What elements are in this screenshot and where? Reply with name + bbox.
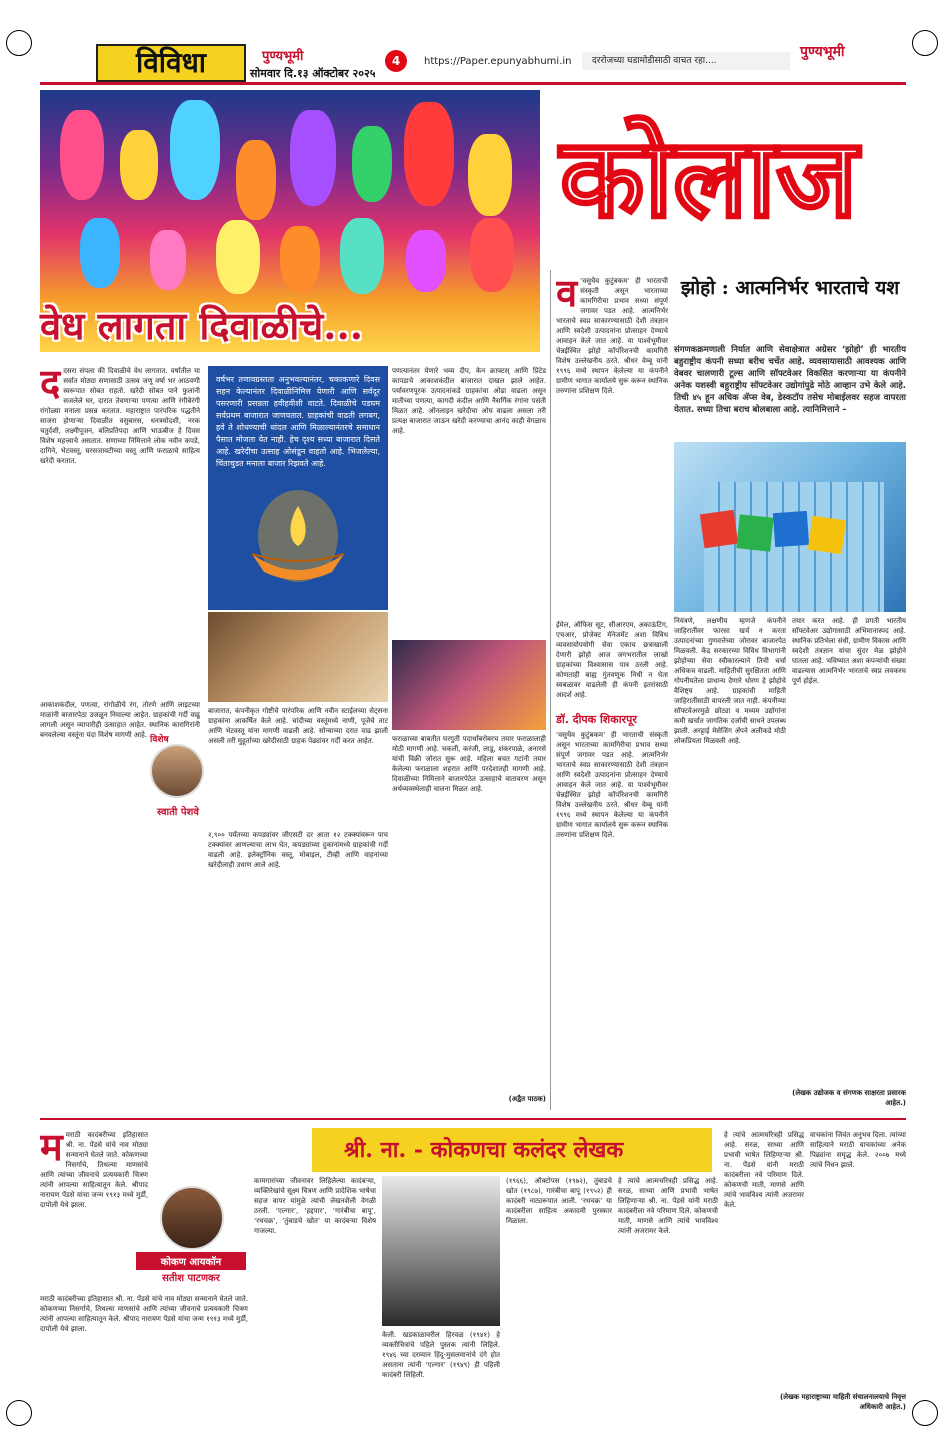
dropcap: द — [40, 366, 61, 405]
zoho-col-3: तयार करत आहे. ही प्रगती भारतीय सॉफ्टवेअर उद्योगासाठी अभिमानास्पद आहे. स्थानिक प्रतिभेला संधी, ग्रामीण विकास आणि स्वदेशी तंत्रज्ञान यांचा सुंदर मेळ झोहोने घातला आहे. भविष्यात अशा कंपन्यांची संख्या वाढल्यास आत्मनिर्भर भारताचे स्वप्न लवकरच पूर्ण होईल. — [792, 617, 906, 685]
zoho-byline-end: (लेखक उद्योजक व संगणक साक्षरता प्रसारक आहेत.) — [792, 1089, 906, 1107]
zoho-author: डॉ. दीपक शिकारपूर — [556, 713, 637, 726]
sri-na-pendse-photo — [382, 1176, 500, 1326]
konkan-col-1: ममराठी कादंबरीच्या इतिहासात श्री. ना. पेंडसे यांचे नाव मोठ्या सन्मानाने घेतले जाते. कोकणच्या निसर्गाचे, तिथल्या माणसांचे आणि त्यांच्या जीवनाचे प्रत्ययकारी चित्रण त्यांनी आपल्या साहित्यातून केले. श्रीपाद नारायण पेंडसे यांचा जन्म १९१३ मध्ये मुर्डी, दापोली येथे झाला. — [40, 1130, 148, 1209]
konkan-col-1b: मराठी कादंबरीच्या इतिहासात श्री. ना. पेंडसे यांचे नाव मोठ्या सन्मानाने घेतले जाते. कोकणच्या निसर्गाचे, तिथल्या माणसांचे आणि त्यांच्या जीवनाचे प्रत्ययकारी चित्रण त्यांनी आपल्या साहित्यातून केले. श्रीपाद नारायण पेंडसे यांचा जन्म १९१३ मध्ये मुर्डी, दापोली येथे झाला. — [40, 1295, 248, 1333]
registration-mark — [912, 30, 938, 56]
konkan-col-2: कामगारांच्या जीवनावर लिहिलेल्या कादंबऱ्या, व्यक्तिरेखांचे सूक्ष्म चित्रण आणि प्रादेशिक भाषेचा सहज वापर यांमुळे त्यांची लेखनशैली वेगळी ठरली. ‘एल्गार’, ‘हद्दपार’, ‘गारंबीचा बापू’, ‘रथचक्र’, ‘तुंबाडचे खोत’ या कादंबऱ्या विशेष गाजल्या. — [254, 1177, 376, 1235]
market-photo-2 — [392, 640, 546, 730]
registration-mark — [6, 1400, 32, 1426]
konkan-author-label: कोकण आयकॉन — [136, 1252, 246, 1270]
diwali-byline-end: (अद्वैत पाठक) — [508, 1095, 546, 1103]
zoho-col-1b: ईमेल, ऑफिस सूट, सीआरएम, अकाऊंटिंग, एचआर, प्रोजेक्ट मॅनेजमेंट अशा विविध व्यवसायोपयोगी सेवा एकाच छत्राखाली देणारी झोहो आज जगभरातील लाखो ग्राहकांच्या विश्वासास पात्र ठरली आहे. कोणताही बाह्य गुंतवणूक निधी न घेता स्वबळावर वाढलेली ही कंपनी इतरांसाठी आदर्श आहे. — [556, 621, 668, 699]
author-photo — [150, 744, 204, 798]
dropcap: व — [556, 276, 578, 315]
konkan-byline-end: (लेखक महाराष्ट्राच्या माहिती संचालनालयाचे निवृत्त अधिकारी आहेत.) — [780, 1393, 906, 1411]
diwali-col-1b: आकाशकंदील, पणत्या, रांगोळीचे रंग, तोरणे आणि लाइटच्या माळांनी बाजारपेठा उजळून निघाल्या आहेत. ग्राहकांची गर्दी वाढू लागली असून व्यापारीही उत्साहात आहेत. स्थानिक कारागिरांनी बनवलेल्या वस्तूंना यंदा विशेष मागणी आहे. — [40, 701, 200, 739]
registration-mark — [6, 30, 32, 56]
konkan-col-3: केली. खडकाळावरील हिरवळ (१९४१) हे व्यक्तीचित्रांचे पहिले पुस्तक त्यांनी लिहिले. १९४६ च्या दरम्यान हिंदू-मुसलमानांचे दंगे होत असताना त्यांनी ‘एल्गार’ (१९४९) ही पहिली कादंबरी लिहिली. — [382, 1331, 500, 1379]
dropcap: म — [40, 1130, 63, 1169]
masthead — [0, 0, 945, 84]
diya-lamp-icon — [212, 476, 384, 596]
konkan-author-photo — [160, 1186, 224, 1250]
zoho-deck: संगणकक्रमणाली निर्यात आणि सेवाक्षेत्रात अग्रेसर ‘झोहो’ ही भारतीय बहुराष्ट्रीय कंपनी सध्या बरीच चर्चेत आहे. व्यवसायासाठी आवश्यक आणि वेबवर चालणारी टूल्स आणि सॉफ्टवेअर विकसित करणाऱ्या या कंपनीने अनेक यशस्वी बहुराष्ट्रीय सॉफ्टवेअर उद्योगांपुढे मोठे आव्हान उभे केले आहे. तिची ४५ हून अधिक ॲप्स वेब, डेस्कटॉप तसेच मोबाईलवर सहज वापरता येतात. सध्या तिचा बराच बोलबाला आहे. त्यानिमित्ताने – — [674, 345, 906, 415]
page-number-badge: 4 — [385, 50, 407, 72]
author-label: विशेष — [150, 735, 169, 745]
konkan-col-5b: हे त्यांचे आत्मचरित्रही प्रसिद्ध आहे. सरळ, साध्या आणि प्रभावी भाषेत लिहिणाऱ्या श्री. ना. पेंडसे यांनी मराठी कादंबरीला नवे परिमाण दिले. कोकणची माती, माणसे आणि त्यांचे भावविश्व त्यांनी अजरामर केले. — [724, 1131, 804, 1209]
zoho-headline: झोहो : आत्मनिर्भर भारताचे यश — [680, 277, 900, 299]
author-name: स्वाती पेशवे — [157, 807, 199, 818]
konkan-col-4: (१९६६), ऑक्टोपस (१९७२), तुंबाडचे खोत (१९८७), गारंबीचा बापू (१९५२) ही कादंबरी नाट्यरूपात आली. ‘रथचक्र’ या कादंबरीला साहित्य अकादमी पुरस्कार मिळाला. — [506, 1177, 612, 1225]
diwali-col-3: बाजारात, कंपनीकृत गोष्टीचे पारंपरिक आणि नवीन स्टाईलच्या सेट्सना ग्राहकांना आकर्षित केले आहे. चांदीच्या वस्तूंमध्ये नाणी, पूजेचे ताट आणि भेटवस्तू यांना मागणी वाढली आहे. सोन्याच्या दरात वाढ झाली असली तरी मुहूर्ताच्या खरेदीसाठी ग्राहक पेढ्यांवर गर्दी करत आहेत. — [208, 707, 388, 745]
logo-right: पुण्यभूमी — [800, 44, 845, 60]
site-url[interactable]: https://Paper.epunyabhumi.in — [424, 56, 572, 67]
registration-mark — [912, 1400, 938, 1426]
section-title: विविधा — [96, 44, 246, 82]
zoho-col-2: नियंत्रणे, लक्षणीय म्हणजे कंपनीने जाहिरातींवर फारसा खर्च न करता उत्पादनांच्या गुणवत्तेच्या जोरावर बाजारपेठ मिळवली. केंद्र सरकारच्या विविध विभागांनी झोहोच्या सेवा स्वीकारल्याने तिची चर्चा अधिकच वाढली. माहितीची सुरक्षितता आणि गोपनीयतेला प्राधान्य देणारे धोरण हे झोहोचे वैशिष्ट्य आहे. ग्राहकांची माहिती जाहिरातींसाठी वापरली जात नाही. कंपनीच्या सॉफ्टवेअरमुळे छोट्या व मध्यम उद्योगांना कमी खर्चात जागतिक दर्जाची साधने उपलब्ध झाली. अरट्टाई मेसेजिंग ॲपने अलीकडे मोठी लोकप्रियता मिळवली आहे. — [674, 617, 786, 745]
diwali-col-4: पणत्यानंतर येणारे भव्य दीप, केन क्राफ्टस्‌ आणि प्रिंटेड कापडाचे आकाशकंदील बाजारात दाखल झाले आहेत. पर्यावरणपूरक उत्पादनांकडे ग्राहकांचा ओढा वाढला असून मातीच्या पणत्या, कागदी कंदील आणि नैसर्गिक रंगांना पसंती मिळत आहे. ऑनलाइन खरेदीचा ओघ वाढला असला तरी प्रत्यक्ष बाजारात जाऊन खरेदी करण्याचा आनंद काही वेगळाच आहे. — [392, 367, 546, 435]
diwali-col-1: ददसरा संपला की दिवाळीचे वेध लागतात. वर्षातील या सर्वात मोठ्या सणासाठी उत्सव जणू वर्षा भर आठवणी स्वरूपात सोबत राहतो. खरेदी सोबत पाने फुलांनी सजलेले घर, दारात तेवणाऱ्या पणत्या आणि रंगीबेरंगी रांगोळ्या मनाला प्रसन्न करतात. महाराष्ट्रात पारंपरिक पद्धतीने साजरा होणाऱ्या दिवाळीत वसुबारस, धनत्रयोदशी, नरक चतुर्दशी, लक्ष्मीपूजन, बलिप्रतिपदा आणि भाऊबीज हे दिवस विशेष महत्त्वाचे असतात. सणाच्या निमित्ताने लोक नवीन कपडे, दागिने, भेटवस्तू, घरसजावटीच्या वस्तू आणि फराळाचे साहित्य खरेदी करतात. — [40, 366, 200, 465]
diwali-col-4b: फराळाच्या बाबतीत घरगुती पदार्थांबरोबरच तयार फराळालाही मोठी मागणी आहे. चकली, करंजी, लाडू, शंकरपाळे, अनारसे यांची विक्री जोरात सुरू आहे. महिला बचत गटांनी तयार केलेल्या फराळाला शहरात आणि परदेशातही मागणी आहे. दिवाळीच्या निमित्ताने बाजारपेठेत उत्साहाचे वातावरण असून अर्थव्यवस्थेलाही चालना मिळत आहे. — [392, 735, 546, 793]
zoho-col-1c: ‘वसुधैव कुटुंबकम’ ही भारताची संस्कृती असून भारताच्या कामगिरीचा प्रभाव सध्या संपूर्ण जगावर पडत आहे. आत्मनिर्भर भारताचे स्वप्न साकारण्यासाठी देशी तंत्रज्ञान आणि स्वदेशी उत्पादनांना प्रोत्साहन देण्याचे आवाहन केले जात आहे. या पार्श्वभूमीवर चेन्नईस्थित झोहो कॉर्पोरेशनची कामगिरी विशेष उल्लेखनीय ठरते. श्रीधर वेम्बू यांनी १९९६ मध्ये स्थापन केलेल्या या कंपनीने ग्रामीण भागात कार्यालये सुरू करून स्थानिक तरुणांना प्रशिक्षण दिले. — [556, 731, 668, 839]
konkan-headline: श्री. ना. - कोकणचा कलंदर लेखक — [344, 1137, 624, 1163]
header-rule — [40, 82, 906, 85]
konkan-col-6: वाचकांना जिवंत अनुभव दिला. त्यांच्या साहित्याने मराठी वाचकांच्या अनेक पिढ्यांना समृद्ध केले. २००७ मध्ये त्यांचे निधन झाले. — [810, 1131, 906, 1169]
konkan-author: सतीश पाटणकर — [162, 1273, 220, 1284]
blue-box-text: वर्षभर तणावग्रस्तता अनुभवल्यानंतर, चकाकणारे दिवस सहन केल्यानंतर दिवाळीनिमित्त येणारी आणि सर्वदूर पसरणारी प्रसन्नता हवीहवीशी वाटते. दिवाळीचे पडघम सर्वप्रथम बाजारात जाणवतात. ग्राहकांची वाढती लगबग, हवे ते शोधण्याची धांदल आणि मिळाल्यानंतरचे समाधान पैसात मोजता येत नाही. हेच दृश्य सध्या बाजारात दिसते आहे. खरेदीचा उत्साह ओसंडून वाहतो आहे. भिजलेल्या, चिंताचुडत मनाला बाजार रिझवते आहे. — [216, 375, 380, 468]
column-divider — [550, 270, 551, 1110]
market-photo-1 — [208, 612, 388, 702]
logo: पुण्यभूमी — [262, 49, 304, 64]
diwali-col-3b: २,९०० पर्यंतच्या कपड्यांवर जीएसटी दर आता १२ टक्क्यांवरून पाच टक्क्यांवर आणल्याचा लाभ घेत, कपड्यांच्या दुकानांमध्ये ग्राहकांची गर्दी वाढली आहे. इलेक्ट्रॉनिक वस्तू, मोबाइल, टीव्ही आणि वाहनांच्या खरेदीलाही उधाण आले आहे. — [208, 831, 388, 869]
dateline: सोमवार दि.१३ ऑक्टोबर २०२५ — [250, 67, 376, 80]
section-rule — [40, 1118, 906, 1120]
diwali-headline: वेध लागता दिवाळीचे... — [40, 303, 363, 348]
ticker: दररोजच्या घडामोडीसाठी वाचत रहा.... — [582, 52, 790, 70]
collage-title: कोलाज — [560, 113, 858, 242]
zoho-building-photo — [674, 442, 906, 612]
zoho-col-1: व ‘वसुधैव कुटुंबकम’ ही भारताची संस्कृती असून भारताच्या कामगिरीचा प्रभाव सध्या संपूर्ण जगावर पडत आहे. आत्मनिर्भर भारताचे स्वप्न साकारण्यासाठी देशी तंत्रज्ञान आणि स्वदेशी उत्पादनांना प्रोत्साहन देण्याचे आवाहन केले जात आहे. या पार्श्वभूमीवर चेन्नईस्थित झोहो कॉर्पोरेशनची कामगिरी विशेष उल्लेखनीय ठरते. श्रीधर वेम्बू यांनी १९९६ मध्ये स्थापन केलेल्या या कंपनीने ग्रामीण भागात कार्यालये सुरू करून स्थानिक तरुणांना प्रशिक्षण दिले. — [556, 276, 668, 395]
konkan-col-5: हे त्यांचे आत्मचरित्रही प्रसिद्ध आहे. सरळ, साध्या आणि प्रभावी भाषेत लिहिणाऱ्या श्री. ना. पेंडसे यांनी मराठी कादंबरीला नवे परिमाण दिले. कोकणची माती, माणसे आणि त्यांचे भावविश्व त्यांनी अजरामर केले. — [618, 1177, 718, 1235]
